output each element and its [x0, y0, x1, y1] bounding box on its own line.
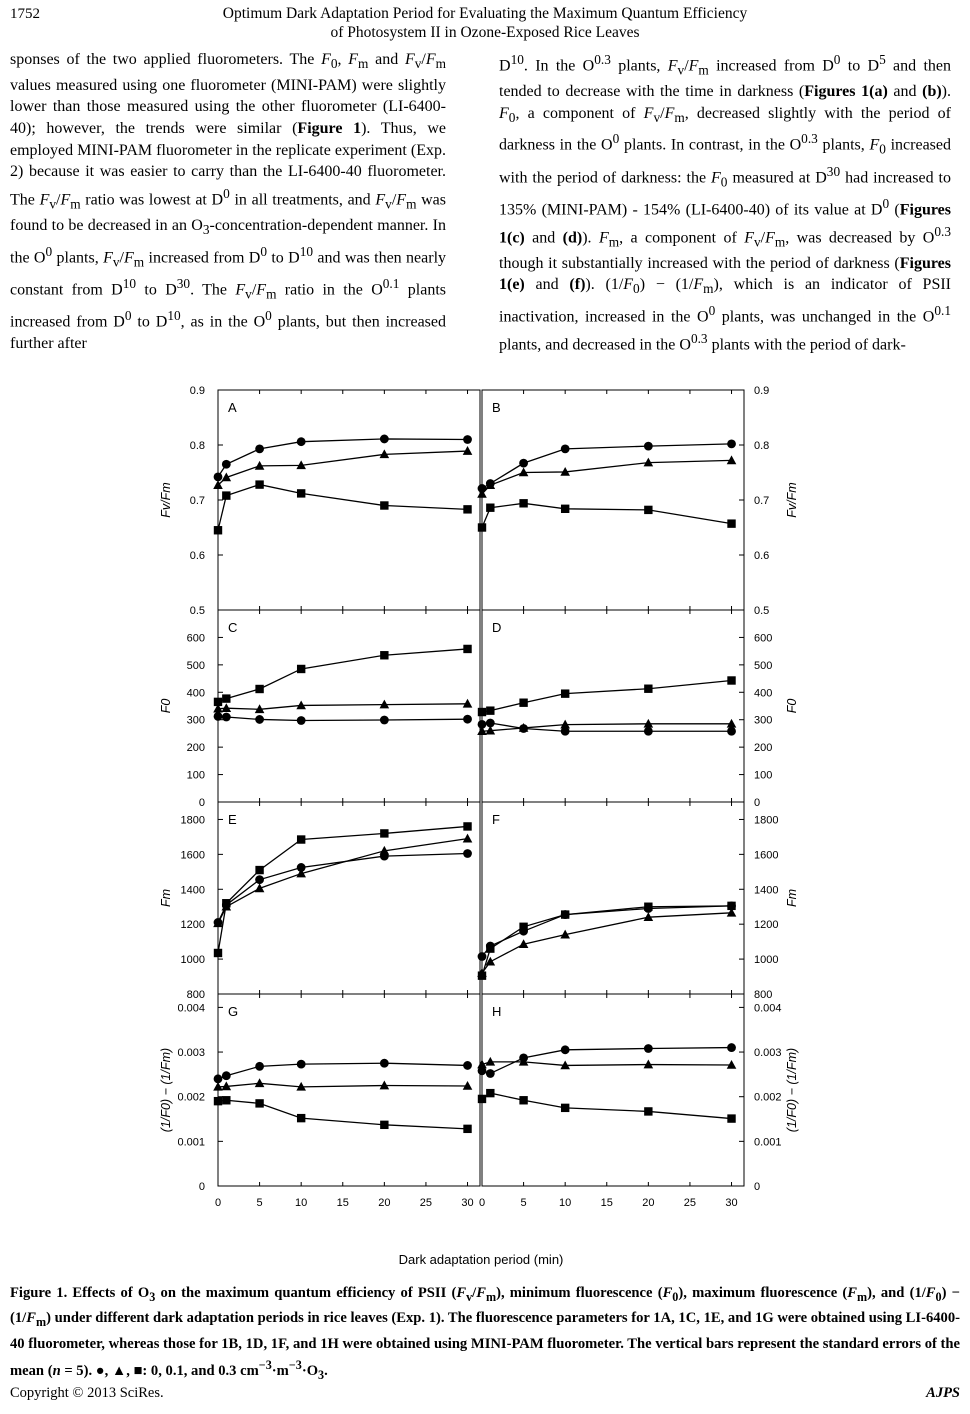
marker-circle	[380, 435, 389, 444]
series-line-square	[218, 826, 468, 953]
y-tick-label: 0.9	[754, 385, 770, 397]
y-axis-label: F0	[159, 698, 173, 714]
marker-square	[561, 689, 569, 697]
y-tick-label: 1400	[754, 884, 779, 897]
marker-circle	[297, 437, 306, 446]
marker-square	[486, 944, 494, 952]
y-tick-label: 800	[754, 989, 773, 1001]
series-line-circle	[218, 853, 468, 922]
panel-frame	[482, 802, 744, 994]
marker-circle	[727, 1043, 736, 1052]
copyright-notice: Copyright © 2013 SciRes.	[10, 1385, 164, 1401]
marker-square	[380, 829, 388, 837]
marker-circle	[463, 849, 472, 858]
panel-label: H	[492, 1004, 502, 1019]
panel-a	[159, 385, 480, 617]
y-tick-label: 200	[754, 742, 773, 755]
marker-square	[644, 685, 652, 693]
panel-label: B	[492, 400, 501, 415]
marker-triangle	[463, 446, 473, 455]
y-tick-label: 0.6	[754, 550, 770, 562]
marker-square	[727, 676, 735, 684]
y-tick-label: 0.8	[189, 440, 205, 452]
y-tick-label: 400	[186, 687, 205, 700]
marker-circle	[222, 1071, 231, 1080]
y-tick-label: 1000	[180, 954, 205, 967]
marker-square	[255, 866, 263, 874]
y-tick-label: 0.9	[189, 385, 205, 397]
marker-circle	[297, 716, 306, 725]
marker-square	[561, 1104, 569, 1112]
y-tick-label: 500	[754, 659, 773, 672]
marker-square	[214, 949, 222, 957]
marker-square	[463, 1125, 471, 1133]
marker-circle	[380, 716, 389, 725]
y-tick-label: 200	[186, 742, 205, 755]
marker-circle	[214, 712, 223, 721]
series-line-square	[482, 906, 732, 976]
series-line-triangle	[218, 704, 468, 709]
x-tick-label: 15	[336, 1197, 349, 1209]
series-line-square	[218, 485, 468, 531]
marker-square	[644, 506, 652, 514]
marker-circle	[561, 444, 570, 453]
y-tick-label: 400	[754, 687, 773, 700]
journal-abbrev: AJPS	[926, 1385, 960, 1401]
marker-square	[486, 706, 494, 714]
y-tick-label: 0	[198, 797, 205, 809]
marker-circle	[222, 460, 231, 469]
y-tick-label: 600	[186, 632, 205, 645]
y-tick-label: 300	[186, 714, 205, 727]
marker-circle	[463, 715, 472, 724]
panel-e	[159, 802, 480, 1001]
y-tick-label: 0.7	[754, 495, 770, 507]
panel-label: C	[228, 620, 238, 635]
caption-label: Figure 1.	[10, 1285, 68, 1301]
marker-square	[255, 685, 263, 693]
marker-circle	[297, 1060, 306, 1069]
y-tick-label: 0.5	[189, 605, 205, 617]
marker-circle	[463, 1061, 472, 1070]
y-axis-label: Fv/Fm	[159, 482, 173, 518]
marker-square	[297, 1114, 305, 1122]
y-tick-label: 1800	[754, 814, 779, 827]
marker-square	[519, 499, 527, 507]
marker-square	[727, 902, 735, 910]
marker-square	[478, 523, 486, 531]
panel-h	[477, 994, 799, 1209]
y-tick-label: 600	[754, 632, 773, 645]
marker-square	[297, 835, 305, 843]
marker-circle	[727, 440, 736, 449]
panel-frame	[218, 994, 480, 1186]
marker-square	[222, 694, 230, 702]
y-tick-label: 800	[186, 989, 205, 1001]
running-title-line-2: of Photosystem II in Ozone-Exposed Rice Leaves	[330, 24, 640, 41]
panel-d	[477, 610, 799, 809]
marker-circle	[519, 459, 528, 468]
marker-square	[222, 899, 230, 907]
panel-frame	[218, 610, 480, 802]
series-line-square	[482, 680, 732, 712]
panel-c	[159, 610, 480, 809]
panel-b	[477, 385, 799, 617]
marker-square	[255, 1099, 263, 1107]
x-tick-label: 5	[256, 1197, 263, 1209]
y-tick-label: 0.5	[754, 605, 770, 617]
marker-square	[214, 698, 222, 706]
x-tick-label: 10	[559, 1197, 572, 1209]
y-tick-label: 1200	[180, 919, 205, 932]
x-tick-label: 0	[478, 1197, 486, 1209]
series-line-triangle	[218, 451, 468, 485]
marker-square	[519, 1096, 527, 1104]
marker-circle	[255, 715, 264, 724]
marker-square	[561, 505, 569, 513]
y-axis-label: (1/F0) − (1/Fm)	[785, 1047, 799, 1133]
y-tick-label: 1600	[754, 849, 779, 862]
marker-square	[222, 1096, 230, 1104]
y-tick-label: 1600	[180, 849, 205, 862]
panel-label: E	[228, 812, 237, 827]
y-tick-label: 0.8	[754, 440, 770, 452]
marker-circle	[255, 875, 264, 884]
marker-square	[519, 923, 527, 931]
body-text-left-column: sponses of the two applied fluorometers. The $F_0$, $F_m$ and $F_v/F_m$ values measured using one fluorometer (MINI-PAM) were slightly lower than those measured using the other fluorometer (LI-6400-40); however, the trends were similar (Figure 1). Thus, we employed MINI-PAM fluorometer in the replicate experiment (Exp. 2) because it was easier to carry than the LI-6400-40 fluorometer. The $F_v/F_m$ ratio was lowest at $D^0$ in all treatments, and $F_v/F_m$ was found to be decreased in an $O_3-concentration$-dependent manner. In the $O^0$ plants, $F_v/F_m$ increased from $D^0$ to $D^{10}$ and was then nearly constant from $D^{10}$ to $D^{30}$. The $F_v/F_m$ ratio in the $O^{0.1}$ plants increased from $D^0$ to $D^{10}$, as in the $O^0$ plants, but then increased further after	[10, 51, 447, 352]
marker-triangle	[255, 1078, 265, 1087]
marker-square	[486, 504, 494, 512]
marker-circle	[255, 1062, 264, 1071]
figure-1	[150, 382, 820, 1272]
y-tick-label: 0	[198, 1181, 205, 1193]
y-tick-label: 0.004	[177, 1002, 205, 1015]
figure-caption: Figure 1. Effects of $O_3$ on the maximum quantum efficiency of PSII $(F_v/F_m)$, minimum fluorescence $(F_0)$, maximum fluorescence $(F_m)$, and $(1/F_0) - (1/F_m)$ under different dark adaptation periods in rice leaves (Exp. 1). The fluorescence parameters for 1A, 1C, 1E, and 1G were obtained using LI-6400-40 fluorometer, whereas those for 1B, 1D, 1F, and 1H were obtained using MINI-PAM fluorometer. The vertical bars represent the standard errors of the mean (n = 5). ●, ▲, ■: 0, 0.1, and 0.3 $cm^{-3}\cdot m^{-3}\cdot O_3$.	[10, 1285, 960, 1382]
marker-square	[644, 1107, 652, 1115]
x-tick-label: 10	[295, 1197, 308, 1209]
y-tick-label: 0.6	[189, 550, 205, 562]
y-tick-label: 0	[754, 797, 761, 809]
y-axis-label: Fm	[159, 888, 173, 908]
marker-square	[478, 708, 486, 716]
y-tick-label: 500	[186, 659, 205, 672]
marker-square	[297, 489, 305, 497]
marker-circle	[255, 444, 264, 453]
panel-label: D	[492, 620, 502, 635]
y-tick-label: 0.001	[754, 1136, 782, 1149]
panel-label: F	[492, 812, 500, 827]
marker-circle	[644, 442, 653, 451]
marker-square	[463, 822, 471, 830]
y-axis-label: Fm	[785, 888, 799, 908]
marker-square	[297, 665, 305, 673]
x-tick-label: 25	[683, 1197, 697, 1209]
series-line-circle	[218, 439, 468, 477]
y-tick-label: 1000	[754, 954, 779, 967]
x-tick-label: 30	[461, 1197, 474, 1209]
marker-square	[380, 501, 388, 509]
running-title-line-1: Optimum Dark Adaptation Period for Evaluating the Maximum Quantum Efficiency	[222, 5, 748, 22]
y-tick-label: 0.002	[754, 1091, 782, 1104]
x-tick-label: 0	[214, 1197, 222, 1209]
y-tick-label: 0	[754, 1181, 761, 1193]
marker-circle	[486, 1069, 495, 1078]
y-tick-label: 1200	[754, 919, 779, 932]
marker-square	[727, 519, 735, 527]
panel-f	[477, 802, 799, 1001]
panel-frame	[482, 994, 744, 1186]
running-title	[150, 4, 820, 42]
y-axis-label: F0	[785, 698, 799, 714]
y-axis-label: Fv/Fm	[785, 482, 799, 518]
body-text-right-column: $D^{10}$. In the $O^{0.3}$ plants, $F_v/F_m$ increased from $D^0$ to $D^5$ and then tended to decrease with the time in darkness (Figures 1(a) and (b)). $F_0$, a component of $F_v/F_m$, decreased slightly with the period of darkness in the $O^0$ plants. In contrast, in the $O^{0.3}$ plants, $F_0$ increased with the period of darkness: the $F_0$ measured at $D^{30}$ had increased to 135% (MINI-PAM) - 154% (LI-6400-40) of its value at $D^0$ (Figures 1(c) and (d)). $F_m$, a component of $F_v/F_m$, was decreased by $O^{0.3}$ though it substantially increased with the period of darkness (Figures 1(e) and (f)). $(1/F_0) - (1/F_m)$, which is an indicator of PSII inactivation, increased in the $O^0$ plants, was unchanged in the $O^{0.1}$ plants, and decreased in the $O^{0.3}$ plants with the period of dark-	[499, 52, 952, 354]
marker-square	[478, 971, 486, 979]
marker-circle	[463, 435, 472, 444]
y-tick-label: 1400	[180, 884, 205, 897]
marker-circle	[222, 713, 231, 722]
marker-circle	[561, 1045, 570, 1054]
y-tick-label: 0.001	[177, 1136, 205, 1149]
marker-square	[478, 1095, 486, 1103]
y-tick-label: 100	[186, 769, 205, 782]
y-tick-label: 100	[754, 769, 773, 782]
y-tick-label: 0.004	[754, 1002, 782, 1015]
y-tick-label: 0.002	[177, 1091, 205, 1104]
marker-square	[727, 1114, 735, 1122]
marker-square	[214, 526, 222, 534]
marker-square	[463, 505, 471, 513]
panel-frame	[218, 802, 480, 994]
marker-square	[380, 1121, 388, 1129]
marker-circle	[644, 727, 653, 736]
marker-triangle	[463, 834, 473, 843]
marker-square	[519, 699, 527, 707]
marker-square	[222, 491, 230, 499]
x-axis-title: Dark adaptation period (min)	[398, 1252, 564, 1267]
x-tick-label: 30	[725, 1197, 738, 1209]
y-tick-label: 300	[754, 714, 773, 727]
panel-label: G	[228, 1004, 239, 1019]
marker-circle	[214, 473, 223, 482]
y-tick-label: 0.7	[189, 495, 205, 507]
marker-square	[561, 910, 569, 918]
page-number: 1752	[10, 6, 40, 22]
marker-square	[255, 480, 263, 488]
y-tick-label: 0.003	[754, 1047, 782, 1060]
marker-circle	[380, 1059, 389, 1068]
marker-square	[644, 903, 652, 911]
x-tick-label: 20	[378, 1197, 391, 1209]
x-tick-label: 25	[419, 1197, 433, 1209]
marker-circle	[478, 952, 487, 961]
x-tick-label: 20	[642, 1197, 655, 1209]
series-line-square	[218, 649, 468, 702]
series-line-circle	[482, 444, 732, 489]
marker-square	[486, 1089, 494, 1097]
panel-label: A	[228, 400, 237, 415]
marker-square	[463, 645, 471, 653]
y-tick-label: 0.003	[177, 1047, 205, 1060]
marker-square	[214, 1097, 222, 1105]
series-line-circle	[482, 1048, 732, 1074]
marker-triangle	[727, 455, 737, 464]
x-tick-label: 15	[600, 1197, 613, 1209]
y-axis-label: (1/F0) − (1/Fm)	[159, 1047, 173, 1133]
marker-circle	[727, 727, 736, 736]
marker-triangle	[222, 703, 232, 712]
marker-circle	[644, 1044, 653, 1053]
y-tick-label: 1800	[180, 814, 205, 827]
marker-square	[380, 651, 388, 659]
panel-g	[159, 994, 480, 1209]
series-line-triangle	[482, 913, 732, 973]
x-tick-label: 5	[520, 1197, 527, 1209]
